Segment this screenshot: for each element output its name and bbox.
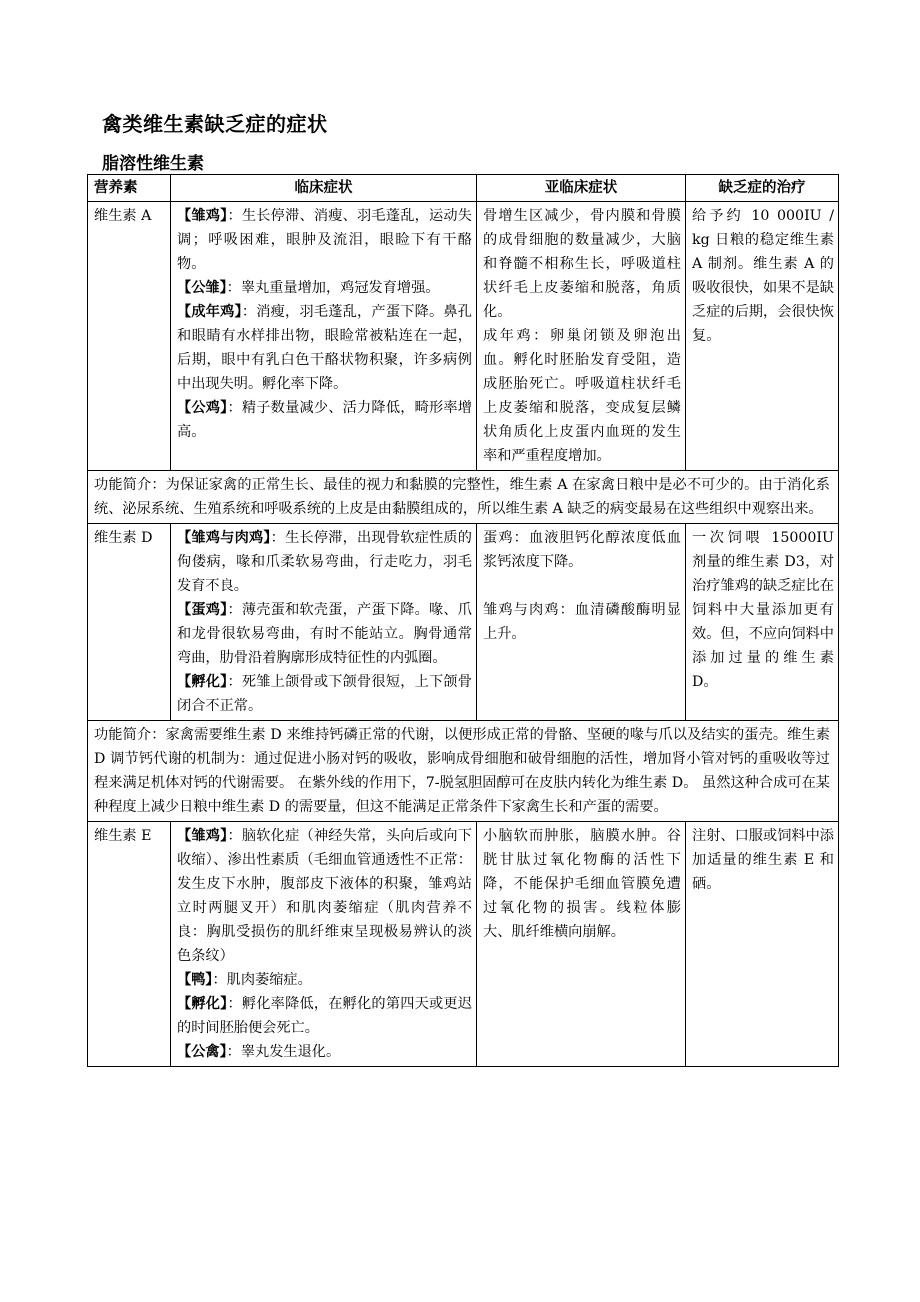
vitamin-deficiency-table <box>87 174 839 1067</box>
clinical-item: 【公雏】：睾丸重量增加，鸡冠发育增强。 <box>177 280 440 296</box>
header-treatment: 缺乏症的治疗 <box>686 175 839 202</box>
subclinical-text: 雏鸡与肉鸡：血清磷酸酶明显上升。 <box>483 602 681 642</box>
nutrient-name: 维生素 D <box>88 524 171 721</box>
treatment-cell: 注射、口服或饲料中添加适量的维生素 E 和硒。 <box>686 822 839 1067</box>
clinical-cell <box>171 822 477 1067</box>
clinical-item: 【公鸡】：精子数量减少、活力降低，畸形率增高。 <box>177 400 472 440</box>
table-row-vitamin-d <box>88 524 839 721</box>
header-nutrient: 营养素 <box>88 175 171 202</box>
subclinical-cell: 小脑软而肿胀，脑膜水肿。谷胱甘肽过氧化物酶的活性下降，不能保护毛细血管膜免遭过氧化物的损害。线粒体膨大、肌纤维横向崩解。 <box>477 822 686 1067</box>
function-summary: 功能简介：家禽需要维生素 D 来维持钙磷正常的代谢，以便形成正常的骨骼、坚硬的喙与爪以及结实的蛋壳。维生素 D 调节钙代谢的机制为：通过促进小肠对钙的吸收，影响成骨细胞和破骨细胞的活性，增加肾小管对钙的重吸收等过程来满足机体对钙的代谢需要。 在紫外线的作用下，7-脱氢胆固醇可在皮肤内转化为维生素 D。 虽然这种合成可在某种程度上减少日粮中维生素 D 的需要量，但这不能满足正常条件下家禽生长和产蛋的需要。 <box>88 721 839 822</box>
table-row-vitamin-a <box>88 202 839 471</box>
subclinical-text: 蛋鸡：血液胆钙化醇浓度低血浆钙浓度下降。 <box>483 530 681 570</box>
section-heading: 脂溶性维生素 <box>102 154 204 174</box>
clinical-item: 【雏鸡】：脑软化症（神经失常，头向后或向下收缩）、渗出性素质（毛细血管通透性不正常：发生皮下水肿，腹部皮下液体的积聚，雏鸡站立时两腿叉开）和肌肉萎缩症（肌肉营养不良：胸肌受损伤的肌纤维束呈现极易辨认的淡色条纹） <box>177 828 472 964</box>
header-clinical: 临床症状 <box>171 175 477 202</box>
subclinical-text: 成年鸡：卵巢闭锁及卵泡出血。孵化时胚胎发育受阻，造成胚胎死亡。呼吸道柱状纤毛上皮萎缩和脱落，变成复层鳞状角质化上皮蛋内血斑的发生率和严重程度增加。 <box>483 328 681 464</box>
treatment-cell: 一次饲喂 15000IU 剂量的维生素 D3，对治疗雏鸡的缺乏症比在饲料中大量添加更有效。但，不应向饲料中添加过量的维生素 D。 <box>686 524 839 721</box>
clinical-item: 【蛋鸡】：薄壳蛋和软壳蛋，产蛋下降。喙、爪和龙骨很软易弯曲，有时不能站立。胸骨通常弯曲，肋骨沿着胸廓形成特征性的内弧圈。 <box>177 602 472 666</box>
clinical-item: 【雏鸡与肉鸡】：生长停滞，出现骨软症性质的佝偻病，喙和爪柔软易弯曲，行走吃力，羽毛发育不良。 <box>177 530 472 594</box>
function-summary: 功能简介：为保证家禽的正常生长、最佳的视力和黏膜的完整性，维生素 A 在家禽日粮中是必不可少的。由于消化系统、泌尿系统、生殖系统和呼吸系统的上皮是由黏膜组成的，所以维生素 A 缺乏的病变最易在这些组织中观察出来。 <box>88 471 839 524</box>
clinical-item: 【孵化】：孵化率降低，在孵化的第四天或更迟的时间胚胎便会死亡。 <box>177 996 472 1036</box>
table-header-row <box>88 175 839 202</box>
subclinical-cell <box>477 524 686 721</box>
header-subclinical: 亚临床症状 <box>477 175 686 202</box>
clinical-cell <box>171 202 477 471</box>
subclinical-cell <box>477 202 686 471</box>
clinical-cell <box>171 524 477 721</box>
subclinical-text: 骨增生区减少，骨内膜和骨膜的成骨细胞的数量减少，大脑和脊髓不相称生长，呼吸道柱状纤毛上皮萎缩和脱落，角质化。 <box>483 208 681 320</box>
clinical-item: 【孵化】：死雏上颌骨或下颌骨很短，上下颌骨闭合不正常。 <box>177 674 472 714</box>
nutrient-name: 维生素 E <box>88 822 171 1067</box>
function-row-vitamin-d <box>88 721 839 822</box>
nutrient-name: 维生素 A <box>88 202 171 471</box>
table-row-vitamin-e <box>88 822 839 1067</box>
clinical-item: 【公禽】：睾丸发生退化。 <box>177 1044 341 1060</box>
page-title: 禽类维生素缺乏症的症状 <box>102 112 328 136</box>
clinical-item: 【雏鸡】：生长停滞、消瘦、羽毛蓬乱，运动失调；呼吸困难，眼肿及流泪，眼睑下有干酪物。 <box>177 208 472 272</box>
clinical-item: 【鸭】：肌肉萎缩症。 <box>177 972 312 988</box>
treatment-cell: 给予约 10 000IU / kg 日粮的稳定维生素 A 制剂。维生素 A 的吸收很快，如果不是缺乏症的后期，会很快恢复。 <box>686 202 839 471</box>
function-row-vitamin-a <box>88 471 839 524</box>
clinical-item: 【成年鸡】：消瘦，羽毛蓬乱，产蛋下降。鼻孔和眼睛有水样排出物，眼睑常被粘连在一起，后期，眼中有乳白色干酪状物积聚，许多病例中出现失明。孵化率下降。 <box>177 304 472 392</box>
